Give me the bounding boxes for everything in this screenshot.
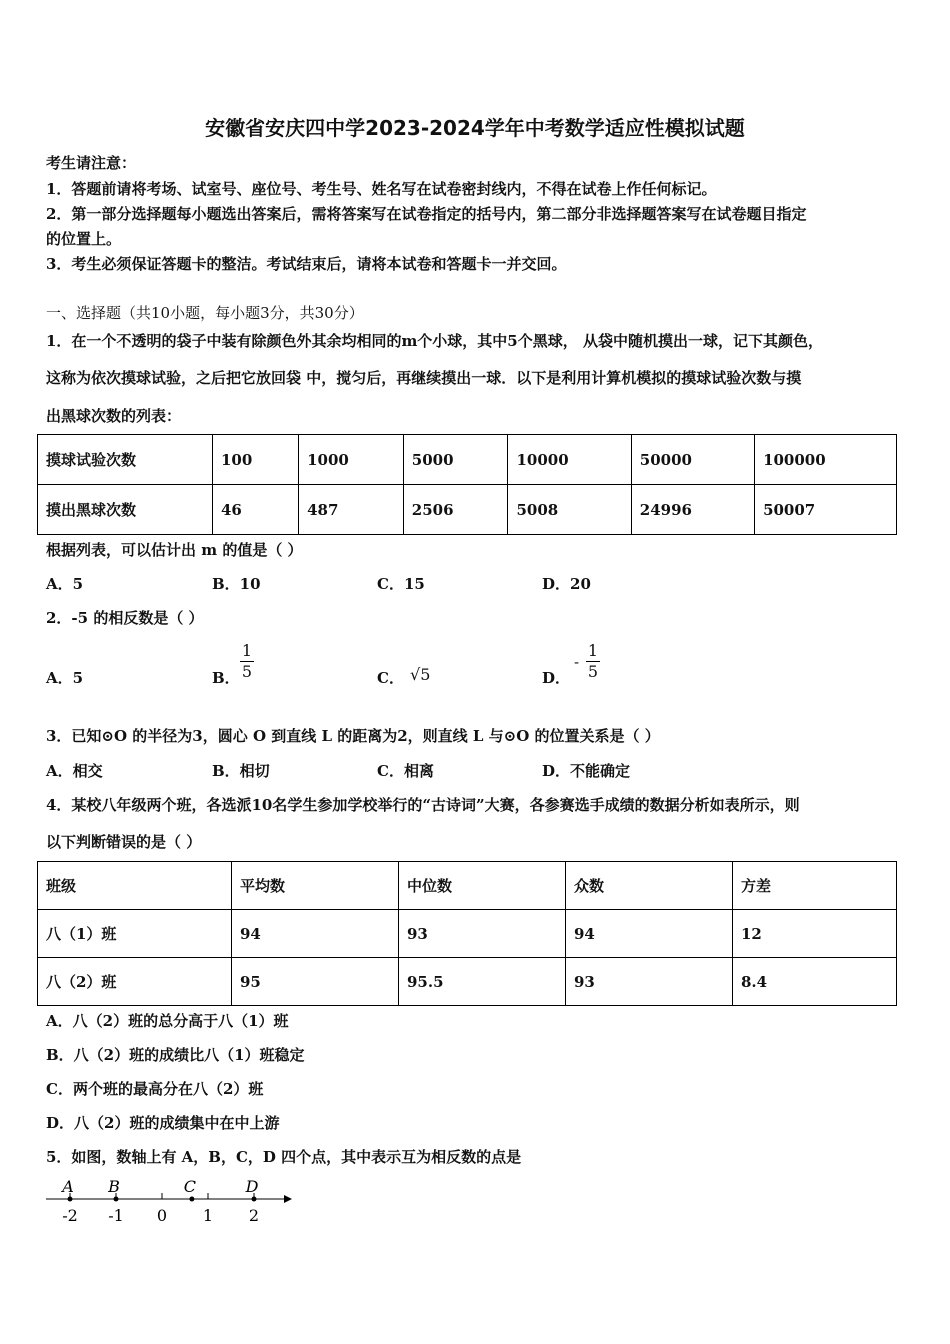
q3-option-b: B．相切 bbox=[212, 762, 270, 780]
q1-ask: 根据列表，可以估计出 m 的值是（ ） bbox=[46, 541, 303, 559]
table-cell: 100000 bbox=[755, 435, 897, 485]
notice-item: 的位置上。 bbox=[46, 230, 122, 248]
q4-table bbox=[37, 861, 897, 1006]
table-cell: 100 bbox=[213, 435, 299, 485]
q3-stem: 3．已知⊙O 的半径为3，圆心 O 到直线 L 的距离为2，则直线 L 与⊙O 的位置关系是（ ） bbox=[46, 727, 660, 745]
q1-option-b: B．10 bbox=[212, 575, 261, 593]
table-cell: 众数 bbox=[566, 862, 733, 910]
fraction-numerator: 1 bbox=[241, 641, 253, 660]
table-cell: 10000 bbox=[508, 435, 631, 485]
q2-option-b-label: B． bbox=[212, 669, 240, 687]
table-cell: 方差 bbox=[733, 862, 897, 910]
q4-stem-line: 以下判断错误的是（ ） bbox=[46, 833, 202, 851]
table-cell: 摸球试验次数 bbox=[38, 435, 213, 485]
number-line-figure bbox=[40, 1170, 300, 1230]
number-line-tick-label: 1 bbox=[202, 1206, 214, 1225]
table-cell: 95 bbox=[232, 958, 399, 1006]
number-line-point-d bbox=[252, 1197, 257, 1202]
table-cell: 8.4 bbox=[733, 958, 897, 1006]
table-row bbox=[38, 910, 897, 958]
notice-item: 3．考生必须保证答题卡的整洁。考试结束后，请将本试卷和答题卡一并交回。 bbox=[46, 255, 567, 273]
table-cell: 46 bbox=[213, 485, 299, 535]
number-line-point-c bbox=[189, 1197, 194, 1202]
table-cell: 93 bbox=[566, 958, 733, 1006]
fraction-numerator: 1 bbox=[587, 641, 599, 660]
table-cell: 12 bbox=[733, 910, 897, 958]
q4-stem-line: 4．某校八年级两个班，各选派10名学生参加学校举行的“古诗词”大赛，各参赛选手成绩的数据分析如表所示，则 bbox=[46, 796, 800, 814]
notice-item: 1．答题前请将考场、试室号、座位号、考生号、姓名写在试卷密封线内，不得在试卷上作任何标记。 bbox=[46, 180, 717, 198]
table-cell: 中位数 bbox=[399, 862, 566, 910]
table-cell: 2506 bbox=[403, 485, 508, 535]
q1-option-d: D．20 bbox=[542, 575, 591, 593]
table-cell: 24996 bbox=[631, 485, 754, 535]
table-cell: 50000 bbox=[631, 435, 754, 485]
table-row bbox=[38, 435, 897, 485]
q4-option-a: A．八（2）班的总分高于八（1）班 bbox=[46, 1012, 289, 1030]
number-line-point-label: D bbox=[245, 1177, 259, 1196]
number-line-point-label: A bbox=[62, 1177, 74, 1196]
number-line-point-label: B bbox=[108, 1177, 120, 1196]
q1-option-a: A．5 bbox=[46, 575, 84, 593]
table-cell: 八（2）班 bbox=[38, 958, 232, 1006]
table-cell: 5008 bbox=[508, 485, 631, 535]
table-cell: 50007 bbox=[755, 485, 897, 535]
table-row bbox=[38, 862, 897, 910]
table-cell: 487 bbox=[299, 485, 404, 535]
fraction-denominator: 5 bbox=[241, 662, 253, 681]
q1-stem-line: 这称为依次摸球试验，之后把它放回袋 中，搅匀后，再继续摸出一球．以下是利用计算机模拟的摸球试验次数与摸 bbox=[46, 369, 802, 387]
number-line-point-label: C bbox=[183, 1177, 197, 1196]
q1-stem-line: 1．在一个不透明的袋子中装有除颜色外其余均相同的m个小球，其中5个黑球， 从袋中随机摸出一球，记下其颜色， bbox=[46, 332, 823, 350]
q2-option-c-root: √5 bbox=[410, 665, 431, 684]
q1-stem-line: 出黑球次数的列表： bbox=[46, 407, 182, 425]
q3-option-c: C．相离 bbox=[377, 762, 434, 780]
table-cell: 平均数 bbox=[232, 862, 399, 910]
table-cell: 1000 bbox=[299, 435, 404, 485]
notice-item: 2．第一部分选择题每小题选出答案后，需将答案写在试卷指定的括号内，第二部分非选择题答案写在试卷题目指定 bbox=[46, 205, 807, 223]
q2-option-d-fraction bbox=[586, 642, 600, 681]
table-cell: 94 bbox=[566, 910, 733, 958]
exam-title: 安徽省安庆四中学2023-2024学年中考数学适应性模拟试题 bbox=[205, 116, 745, 140]
number-line-arrow bbox=[284, 1195, 292, 1203]
fraction-denominator: 5 bbox=[587, 662, 599, 681]
q1-table bbox=[37, 434, 897, 535]
number-line-tick-label: -1 bbox=[108, 1206, 124, 1225]
q2-stem: 2．-5 的相反数是（ ） bbox=[46, 609, 204, 627]
number-line-tick-label: 2 bbox=[248, 1206, 260, 1225]
number-line-tick-label: -2 bbox=[62, 1206, 78, 1225]
number-line-tick-label: 0 bbox=[156, 1206, 168, 1225]
q4-option-c: C．两个班的最高分在八（2）班 bbox=[46, 1080, 264, 1098]
table-cell: 93 bbox=[399, 910, 566, 958]
table-cell: 95.5 bbox=[399, 958, 566, 1006]
q2-option-a: A．5 bbox=[46, 669, 84, 687]
q2-option-c-label: C． bbox=[377, 669, 404, 687]
q4-option-b: B．八（2）班的成绩比八（1）班稳定 bbox=[46, 1046, 305, 1064]
q3-option-d: D．不能确定 bbox=[542, 762, 631, 780]
table-cell: 八（1）班 bbox=[38, 910, 232, 958]
table-cell: 摸出黑球次数 bbox=[38, 485, 213, 535]
q2-option-d-sign: - bbox=[574, 653, 580, 671]
q3-option-a: A．相交 bbox=[46, 762, 103, 780]
table-cell: 94 bbox=[232, 910, 399, 958]
q1-option-c: C．15 bbox=[377, 575, 425, 593]
table-row bbox=[38, 958, 897, 1006]
table-cell: 班级 bbox=[38, 862, 232, 910]
q5-stem: 5．如图，数轴上有 A，B，C，D 四个点，其中表示互为相反数的点是 bbox=[46, 1148, 522, 1166]
q4-option-d: D．八（2）班的成绩集中在中上游 bbox=[46, 1114, 280, 1132]
q2-option-b-fraction bbox=[240, 642, 254, 681]
number-line-point-a bbox=[68, 1197, 73, 1202]
section-heading: 一、选择题（共10小题，每小题3分，共30分） bbox=[46, 304, 364, 322]
table-cell: 5000 bbox=[403, 435, 508, 485]
notice-heading: 考生请注意： bbox=[46, 154, 137, 172]
table-row bbox=[38, 485, 897, 535]
number-line-point-b bbox=[114, 1197, 119, 1202]
q2-option-d-label: D． bbox=[542, 669, 571, 687]
